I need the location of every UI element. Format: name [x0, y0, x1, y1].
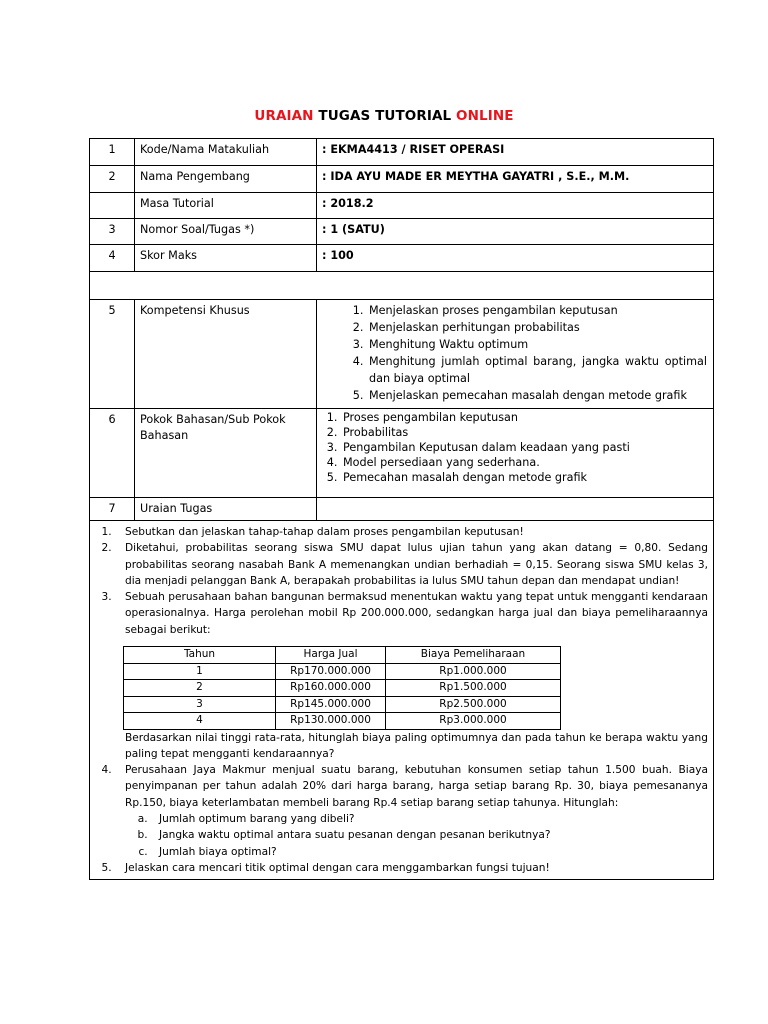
subtask-list: [125, 811, 708, 860]
table-row: [124, 663, 561, 680]
table-row: [124, 680, 561, 697]
column-header: Harga Jual: [276, 647, 386, 664]
spacer-row: [90, 272, 714, 300]
list-item: 5. Menjelaskan pemecahan masalah dengan metode grafik: [367, 387, 707, 404]
task-text: 4. Perusahaan Jaya Makmur menjual suatu barang, kebutuhan konsumen setiap tahun 1.500 buah. Biaya penyimpanan per tahun adalah 20% dari harga barang, harga setiap barang Rp. 30, biaya pemesananya Rp.150, biaya keterlambatan membeli barang Rp.4 setiap barang setiap tahunya. Hitunglah:: [125, 764, 708, 809]
pokok-row: [90, 409, 714, 498]
table-row: [124, 696, 561, 713]
row-label: Kode/Nama Matakuliah: [135, 139, 317, 166]
row-number: 6: [90, 409, 135, 498]
task-text: 3. Sebuah perusahaan bahan bangunan bermaksud menentukan waktu yang tepat untuk mengganti kendaraan operasionalnya. Harga perolehan mobil Rp 200.000.000, sedangkan harga jual dan biaya pemeliharaannya sebagai berikut:: [125, 591, 708, 636]
row-label: Pokok Bahasan/Sub Pokok Bahasan: [135, 409, 317, 498]
title-tugas-tutorial: TUGAS TUTORIAL: [313, 108, 457, 124]
table-row: [90, 139, 714, 166]
subtask-item: a. Jumlah optimum barang yang dibeli?: [151, 811, 708, 827]
row-number: [90, 193, 135, 219]
row-label: Uraian Tugas: [135, 498, 317, 521]
task-followup: Berdasarkan nilai tinggi rata-rata, hitunglah biaya paling optimumnya dan pada tahun ke berapa waktu yang paling tepat mengganti kendaraannya?: [125, 731, 708, 760]
title-uraian: URAIAN: [254, 108, 314, 124]
cost-table: [123, 646, 561, 730]
cost-table-header: [124, 647, 561, 664]
task-item: [115, 524, 708, 540]
row-label: Masa Tutorial: [135, 193, 317, 219]
row-number: 4: [90, 245, 135, 272]
row-value: : 100: [317, 245, 714, 272]
uraian-row: [90, 498, 714, 521]
row-label: Nomor Soal/Tugas *): [135, 219, 317, 245]
task-item: [115, 762, 708, 860]
row-number: 5: [90, 300, 135, 409]
tasks-row: [90, 521, 714, 880]
row-number: 2: [90, 166, 135, 193]
list-item: 4. Model persediaan yang sederhana.: [341, 455, 707, 470]
table-cell: Rp145.000.000: [276, 696, 386, 713]
document-title: [0, 108, 768, 124]
list-item: 5. Pemecahan masalah dengan metode grafik: [341, 470, 707, 485]
list-item: 1. Menjelaskan proses pengambilan keputusan: [367, 302, 707, 319]
table-cell: Rp130.000.000: [276, 713, 386, 730]
table-cell: Rp1.000.000: [386, 663, 561, 680]
subtask-item: c. Jumlah biaya optimal?: [151, 844, 708, 860]
task-text: Diketahui, probabilitas seorang siswa SMU dapat lulus ujian tahun yang akan datang = 0,80. Sedang probabilitas seorang nasabah Bank A memenangkan undian berhadiah = 0,15. Seorang siswa SMU kelas 3, dia menjadi pelanggan Bank A, berapakah probabilitas ia lulus SMU tahun depan dan mendapat undian!: [125, 542, 708, 587]
task-text: Jelaskan cara mencari titik optimal dengan cara menggambarkan fungsi tujuan!: [125, 861, 550, 874]
kompetensi-cell: [317, 300, 714, 409]
kompetensi-row: [90, 300, 714, 409]
row-label: Kompetensi Khusus: [135, 300, 317, 409]
task-item: [115, 860, 708, 876]
table-cell: 2: [124, 680, 276, 697]
list-item: 2. Probabilitas: [341, 425, 707, 440]
row-label: Nama Pengembang: [135, 166, 317, 193]
column-header: Biaya Pemeliharaan: [386, 647, 561, 664]
row-value: : 1 (SATU): [317, 219, 714, 245]
table-cell: 3: [124, 696, 276, 713]
info-table: [89, 138, 714, 880]
table-cell: Rp160.000.000: [276, 680, 386, 697]
row-value: : EKMA4413 / RISET OPERASI: [317, 139, 714, 166]
list-item: 3. Menghitung Waktu optimum: [367, 336, 707, 353]
pokok-list: [321, 410, 707, 485]
column-header: Tahun: [124, 647, 276, 664]
title-online: ONLINE: [456, 108, 514, 124]
table-row: [90, 219, 714, 245]
table-cell: Rp170.000.000: [276, 663, 386, 680]
kompetensi-list: [317, 302, 707, 404]
list-item: 4. Menghitung jumlah optimal barang, jangka waktu optimal dan biaya optimal: [367, 353, 707, 387]
pokok-cell: [317, 409, 714, 498]
table-row: [124, 713, 561, 730]
row-value: : IDA AYU MADE ER MEYTHA GAYATRI , S.E., M.M.: [317, 166, 714, 193]
row-label: Skor Maks: [135, 245, 317, 272]
list-item: 1. Proses pengambilan keputusan: [341, 410, 707, 425]
row-number: 3: [90, 219, 135, 245]
tasks-cell: [90, 521, 714, 880]
empty-cell: [317, 498, 714, 521]
table-cell: 4: [124, 713, 276, 730]
task-item: [115, 540, 708, 589]
task-item: [115, 589, 708, 762]
subtask-item: b. Jangka waktu optimal antara suatu pesanan dengan pesanan berikutnya?: [151, 827, 708, 843]
table-row: [90, 193, 714, 219]
table-cell: Rp3.000.000: [386, 713, 561, 730]
table-row: [90, 166, 714, 193]
table-cell: Rp2.500.000: [386, 696, 561, 713]
table-cell: Rp1.500.000: [386, 680, 561, 697]
table-row: [90, 245, 714, 272]
task-text: Sebutkan dan jelaskan tahap-tahap dalam proses pengambilan keputusan!: [125, 526, 524, 538]
row-value: : 2018.2: [317, 193, 714, 219]
list-item: 3. Pengambilan Keputusan dalam keadaan yang pasti: [341, 440, 707, 455]
list-item: 2. Menjelaskan perhitungan probabilitas: [367, 319, 707, 336]
spacer-cell: [90, 272, 714, 300]
row-number: 1: [90, 139, 135, 166]
row-number: 7: [90, 498, 135, 521]
tasks-list: [95, 524, 708, 876]
table-cell: 1: [124, 663, 276, 680]
